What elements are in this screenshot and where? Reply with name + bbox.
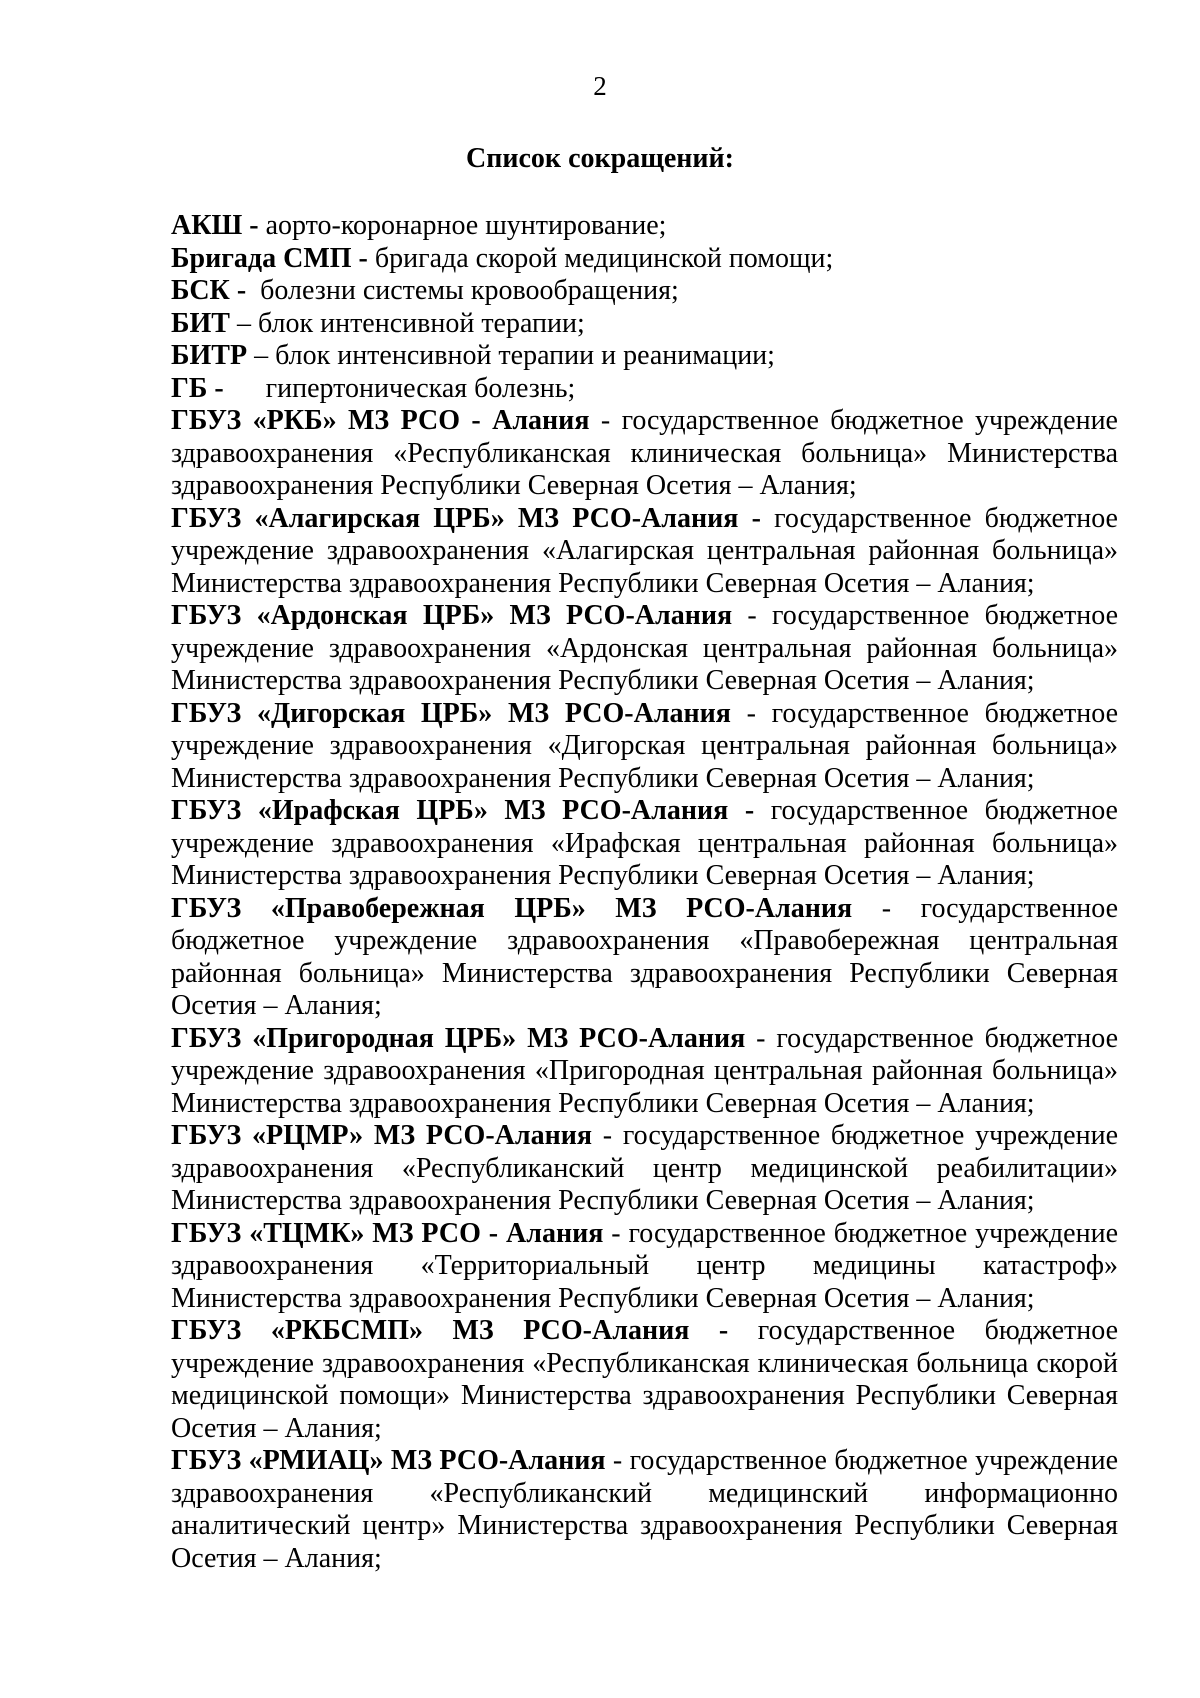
abbreviation-item <box>171 1445 1118 1575</box>
abbreviation-definition: - государственное бюджетное учреждение здравоохранения «Дигорская центральная районная больница» Министерства здравоохранения Республики Северная Осетия – Алания; <box>171 697 1118 794</box>
abbreviation-item <box>171 1023 1118 1121</box>
abbreviation-definition: государственное бюджетное учреждение здравоохранения «Республиканская клиническая больница скорой медицинской помощи» Министерства здравоохранения Республики Северная Осетия – Алания; <box>171 1315 1118 1444</box>
abbreviation-item <box>171 698 1118 796</box>
abbreviation-term: ГБУЗ «ТЦМК» МЗ РСО - Алания <box>171 1217 604 1249</box>
abbreviation-term: ГБУЗ «Правобережная ЦРБ» МЗ РСО-Алания <box>171 892 853 924</box>
abbreviation-term: ГБУЗ «РЦМР» МЗ РСО-Алания <box>171 1120 592 1151</box>
abbreviation-term: БСК - <box>171 275 247 306</box>
abbreviation-item <box>171 373 1118 406</box>
page-number: 2 <box>593 71 607 101</box>
abbreviation-item <box>171 308 1118 341</box>
abbreviation-item <box>171 340 1118 373</box>
abbreviation-term: БИТ <box>171 307 230 339</box>
abbreviation-definition: бригада скорой медицинской помощи; <box>367 242 834 274</box>
abbreviation-definition: - государственное бюджетное учреждение здравоохранения «Республиканский медицинский информационно аналитический центр» Министерства здравоохранения Республики Северная Осетия – Алания; <box>171 1445 1118 1574</box>
abbreviation-definition: - государственное бюджетное учреждение здравоохранения «Республиканский центр медицинской реабилитации» Министерства здравоохранения Республики Северная Осетия – Алания; <box>171 1120 1118 1216</box>
abbreviation-term: АКШ - <box>171 210 259 241</box>
abbreviation-term: ГБУЗ «Ирафская ЦРБ» МЗ РСО-Алания - <box>171 795 755 826</box>
abbreviation-definition: - государственное бюджетное учреждение здравоохранения «Ардонская центральная районная больница» Министерства здравоохранения Республики Северная Осетия – Алания; <box>171 600 1118 696</box>
abbreviation-definition: - государственное бюджетное учреждение здравоохранения «Пригородная центральная районная больница» Министерства здравоохранения Республики Северная Осетия – Алания; <box>171 1022 1119 1119</box>
abbreviation-definition: - государственное бюджетное учреждение здравоохранения «Территориальный центр медицины катастроф» Министерства здравоохранения Республики Северная Осетия – Алания; <box>171 1217 1118 1314</box>
abbreviation-list <box>171 210 1118 1575</box>
abbreviation-item <box>171 893 1118 1023</box>
abbreviation-term: ГБУЗ «РКБСМП» МЗ РСО-Алания - <box>171 1315 729 1346</box>
abbreviation-item <box>171 275 1118 308</box>
abbreviation-term: Бригада СМП - <box>171 242 368 274</box>
abbreviation-definition: – блок интенсивной терапии и реанимации; <box>247 340 775 371</box>
abbreviation-item <box>171 503 1118 601</box>
abbreviation-item <box>171 600 1118 698</box>
abbreviation-term: ГБУЗ «Ардонская ЦРБ» МЗ РСО-Алания <box>171 600 733 631</box>
abbreviation-term: БИТР <box>171 340 248 371</box>
abbreviation-item <box>171 795 1118 893</box>
abbreviation-item <box>171 1315 1118 1445</box>
abbreviation-term: ГБУЗ «РКБ» МЗ РСО - Алания <box>171 405 590 436</box>
abbreviation-item <box>171 1218 1118 1316</box>
abbreviation-item <box>171 210 1118 243</box>
abbreviation-term: ГБУЗ «Алагирская ЦРБ» МЗ РСО-Алания - <box>171 502 761 534</box>
abbreviation-definition: болезни системы кровообращения; <box>246 275 679 306</box>
abbreviation-definition: государственное бюджетное учреждение здравоохранения «Ирафская центральная районная больница» Министерства здравоохранения Республики Северная Осетия – Алания; <box>171 795 1118 891</box>
abbreviation-item <box>171 243 1118 276</box>
abbreviation-definition: аорто-коронарное шунтирование; <box>258 210 667 241</box>
abbreviation-definition: - государственное бюджетное учреждение здравоохранения «Республиканская клиническая больница» Министерства здравоохранения Республики Северная Осетия – Алания; <box>171 405 1118 501</box>
abbreviation-definition: государственное бюджетное учреждение здравоохранения «Алагирская центральная районная больница» Министерства здравоохранения Республики Северная Осетия – Алания; <box>171 502 1118 599</box>
abbreviation-definition: гипертоническая болезнь; <box>223 372 576 404</box>
abbreviation-definition: – блок интенсивной терапии; <box>229 307 585 339</box>
abbreviation-definition: - государственное бюджетное учреждение здравоохранения «Правобережная центральная районная больница» Министерства здравоохранения Республики Северная Осетия – Алания; <box>171 892 1118 1021</box>
abbreviation-term: ГБУЗ «РМИАЦ» МЗ РСО-Алания <box>171 1445 606 1476</box>
abbreviation-term: ГБ - <box>171 372 224 404</box>
abbreviation-term: ГБУЗ «Пригородная ЦРБ» МЗ РСО-Алания <box>171 1022 746 1054</box>
abbreviation-term: ГБУЗ «Дигорская ЦРБ» МЗ РСО-Алания <box>171 697 731 729</box>
abbreviation-item <box>171 1120 1118 1218</box>
page-heading: Список сокращений: <box>466 143 734 174</box>
abbreviation-item <box>171 405 1118 503</box>
